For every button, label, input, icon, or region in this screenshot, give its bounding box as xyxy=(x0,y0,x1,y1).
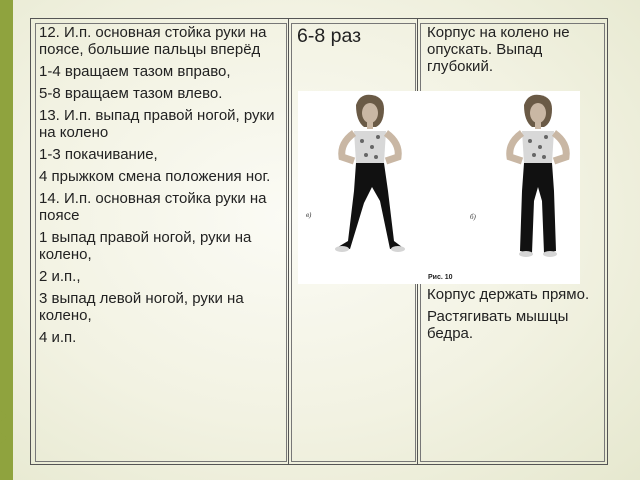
exercise-description-cell xyxy=(39,24,287,351)
exercise-line: 14. И.п. основная стойка руки на поясе xyxy=(39,190,267,224)
exercise-illustration xyxy=(298,91,580,284)
exercise-line: 4 и.п. xyxy=(39,329,77,346)
repetitions-cell: 6-8 раз xyxy=(297,25,362,47)
exercise-line: 2 и.п., xyxy=(39,268,81,285)
slide-accent-arrow xyxy=(0,432,7,444)
slide-accent-arrow xyxy=(0,410,7,422)
figure-label-right: б) xyxy=(470,213,476,221)
exercise-line: 3 выпад левой ногой, руки на колено, xyxy=(39,290,244,324)
exercise-line: 12. И.п. основная стойка руки на поясе, большие пальцы вперёд xyxy=(39,24,267,58)
figure-caption: Рис. 10 xyxy=(428,274,453,281)
exercise-line: 1-4 вращаем тазом вправо, xyxy=(39,63,231,80)
method-notes-bottom xyxy=(427,286,603,347)
exercise-line: 13. И.п. выпад правой ногой, руки на колено xyxy=(39,107,275,141)
exercise-line: 1-3 покачивание, xyxy=(39,146,158,163)
column-divider xyxy=(288,19,289,464)
method-note: Корпус держать прямо. xyxy=(427,286,590,303)
exercise-line: 5-8 вращаем тазом влево. xyxy=(39,85,223,102)
woman-figure-right xyxy=(510,95,567,257)
exercise-line: 4 прыжком смена положения ног. xyxy=(39,168,271,185)
method-note: Растягивать мышцы бедра. xyxy=(427,308,569,342)
woman-figure-left xyxy=(335,95,405,252)
method-note-top: Корпус на колено не опускать. Выпад глубокий. xyxy=(427,24,570,75)
slide-accent-bar xyxy=(0,0,13,480)
figure-label-left: в) xyxy=(306,211,312,219)
exercise-line: 1 выпад правой ногой, руки на колено, xyxy=(39,229,252,263)
